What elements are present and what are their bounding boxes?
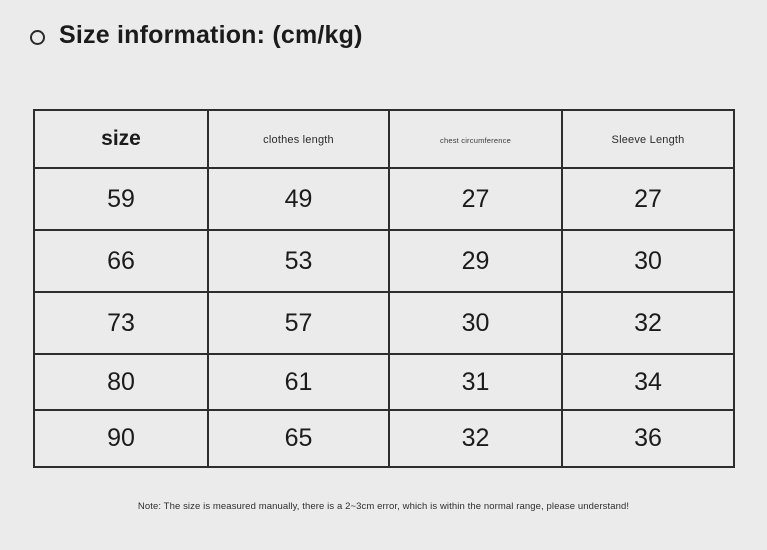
cell-sleeve-length: 30 [562,230,734,292]
cell-chest-circumference: 29 [389,230,562,292]
column-header-clothes-length-label: clothes length [263,134,334,146]
cell-size: 90 [34,410,208,467]
table-header-row [34,110,734,168]
cell-sleeve-length: 34 [562,354,734,410]
column-header-chest-circumference [389,110,562,168]
cell-size: 59 [34,168,208,230]
circle-outline-icon [30,30,45,45]
cell-clothes-length: 53 [208,230,389,292]
cell-clothes-length: 49 [208,168,389,230]
cell-size: 73 [34,292,208,354]
measurement-note: Note: The size is measured manually, there is a 2~3cm error, which is within the normal range, please understand! [137,501,630,512]
column-header-sleeve-length-label: Sleeve Length [611,134,685,146]
cell-size: 66 [34,230,208,292]
column-header-chest-circumference-label: chest circumference [440,136,511,145]
cell-sleeve-length: 27 [562,168,734,230]
size-table-wrapper [33,109,733,468]
page-header [30,22,363,50]
cell-sleeve-length: 36 [562,410,734,467]
page-title: Size information: (cm/kg) [59,21,363,49]
cell-size: 80 [34,354,208,410]
cell-clothes-length: 57 [208,292,389,354]
cell-chest-circumference: 31 [389,354,562,410]
table-row [34,292,734,354]
table-row [34,168,734,230]
table-row [34,410,734,467]
cell-sleeve-length: 32 [562,292,734,354]
cell-clothes-length: 65 [208,410,389,467]
column-header-size-label: size [101,127,141,150]
column-header-sleeve-length [562,110,734,168]
column-header-size [34,110,208,168]
cell-clothes-length: 61 [208,354,389,410]
table-row [34,354,734,410]
column-header-clothes-length [208,110,389,168]
cell-chest-circumference: 30 [389,292,562,354]
cell-chest-circumference: 32 [389,410,562,467]
size-table [33,109,735,468]
table-row [34,230,734,292]
cell-chest-circumference: 27 [389,168,562,230]
